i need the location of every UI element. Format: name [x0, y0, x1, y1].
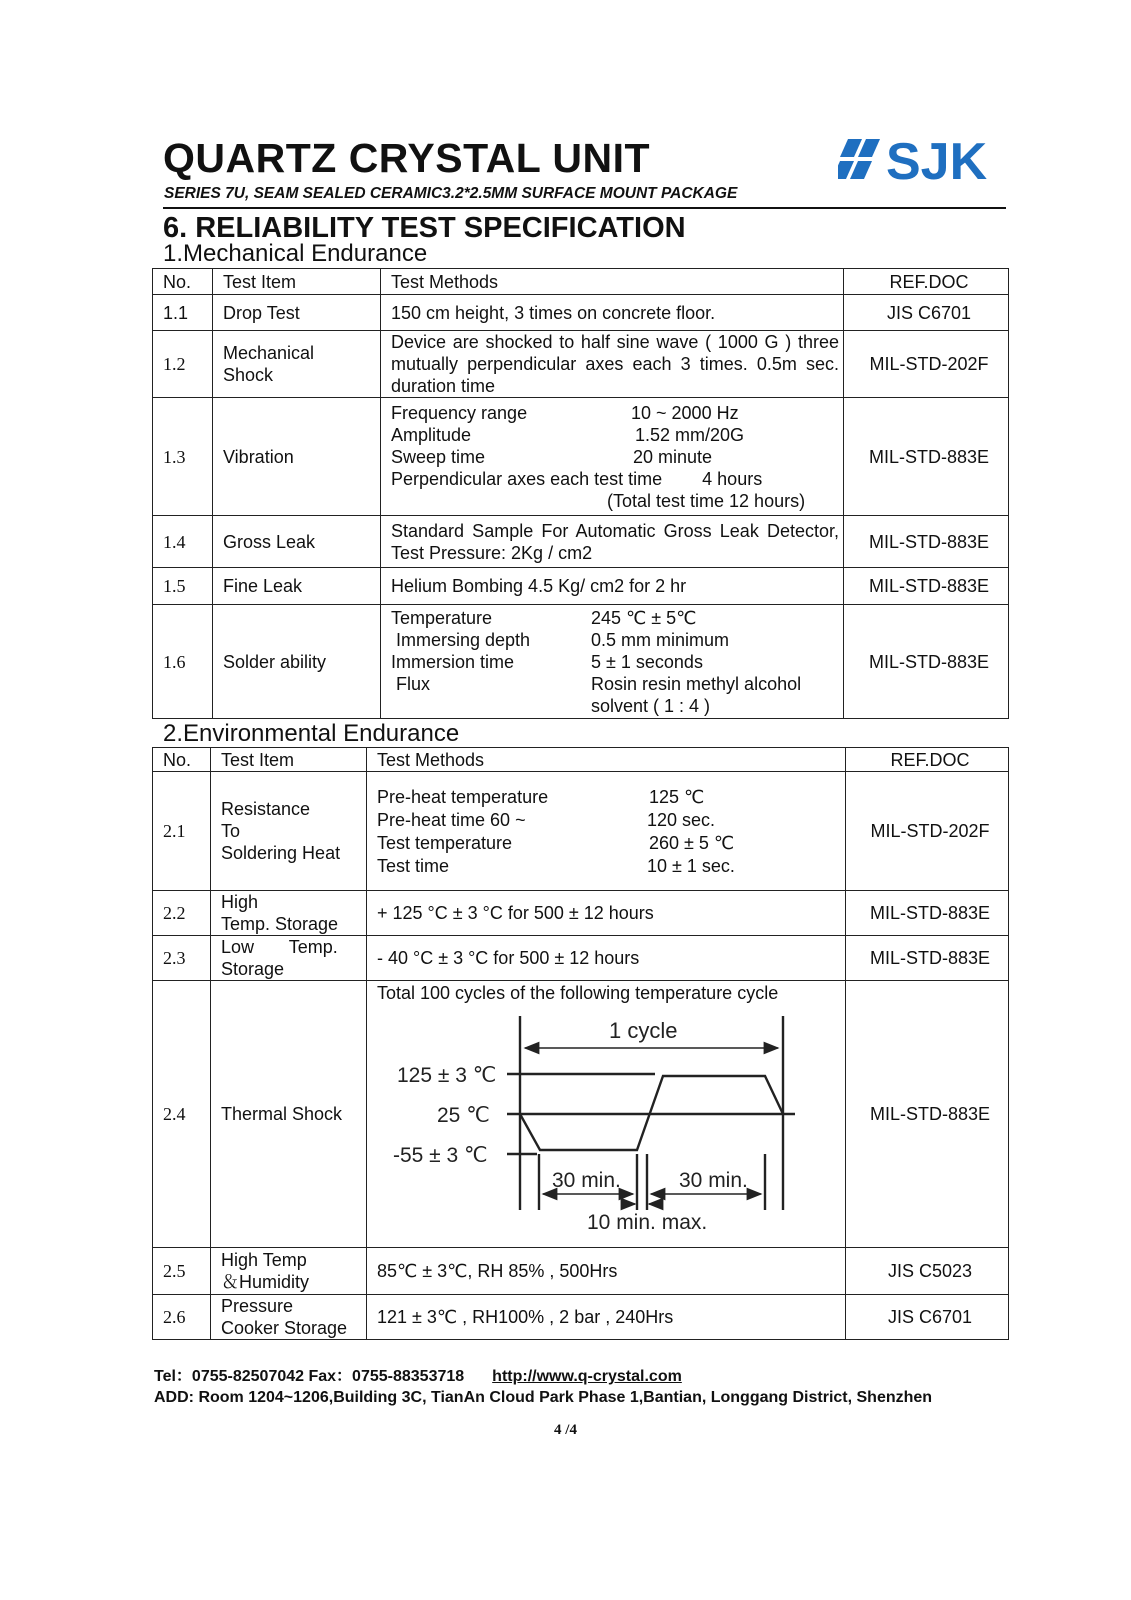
footer-website-link[interactable]: http://www.q-crystal.com: [492, 1368, 682, 1385]
row-ref: MIL-STD-883E: [844, 398, 1009, 516]
row-no: 2.4: [153, 981, 211, 1248]
transfer-label: 10 min. max.: [587, 1211, 708, 1234]
table-row: [153, 1248, 1009, 1295]
row-item: Solder ability: [213, 605, 381, 719]
footer-address: ADD: Room 1204~1206,Building 3C, TianAn Cloud Park Phase 1,Bantian, Longgang District, Shenzhen: [154, 1389, 933, 1406]
row-no: 1.4: [153, 516, 213, 568]
mechanical-table: [152, 268, 1009, 719]
row-method: Total 100 cycles of the following temperature cycle 1 cycle 125 ± 3 ℃ 25 ℃ -55 ± 3 ℃ 30 min. 30 min. 10 min. max.: [367, 981, 846, 1248]
row-no: 1.6: [153, 605, 213, 719]
table-row: [153, 568, 1009, 605]
row-ref: MIL-STD-883E: [844, 605, 1009, 719]
level-high-label: 125 ± 3 ℃: [397, 1064, 497, 1087]
row-item: Pressure Cooker Storage: [211, 1295, 367, 1340]
table-row: [153, 1295, 1009, 1340]
row-ref: MIL-STD-202F: [846, 772, 1009, 891]
row-no: 1.5: [153, 568, 213, 605]
page-number: 4 /4: [554, 1422, 577, 1438]
table-row: [153, 331, 1009, 398]
table-row: [153, 605, 1009, 719]
document-title: QUARTZ CRYSTAL UNIT: [163, 135, 651, 181]
header-ref: REF.DOC: [844, 269, 1009, 295]
row-item: Low Temp. Storage: [211, 936, 367, 981]
logo-mark-icon: [838, 139, 880, 179]
table-row: [153, 772, 1009, 891]
row-item: Drop Test: [213, 295, 381, 331]
row-method: Temperature 245 ℃ ± 5℃ Immersing depth 0.5 mm minimum Immersion time 5 ± 1 seconds Flux Rosin resin methyl alcohol solvent ( 1 : 4 ): [381, 605, 844, 719]
row-item: Mechanical Shock: [213, 331, 381, 398]
dwell-high-label: 30 min.: [679, 1169, 748, 1192]
row-ref: MIL-STD-883E: [844, 568, 1009, 605]
row-method: Pre-heat temperature 125 ℃ Pre-heat time 60 ~ 120 sec. Test temperature 260 ± 5 ℃ Test time 10 ± 1 sec.: [367, 772, 846, 891]
header-item: Test Item: [211, 748, 367, 772]
row-item: Thermal Shock: [211, 981, 367, 1248]
footer-phone-fax: Tel：0755-82507042 Fax：0755-88353718: [154, 1368, 465, 1385]
row-method: + 125 °C ± 3 °C for 500 ± 12 hours: [367, 891, 846, 936]
row-ref: MIL-STD-202F: [844, 331, 1009, 398]
row-no: 2.6: [153, 1295, 211, 1340]
table-header-row: [153, 269, 1009, 295]
header-no: No.: [153, 269, 213, 295]
row-no: 1.3: [153, 398, 213, 516]
thermal-cycle-diagram: [377, 1004, 837, 1242]
section-title: 6. RELIABILITY TEST SPECIFICATION: [163, 212, 686, 244]
header-methods: Test Methods: [367, 748, 846, 772]
header-methods: Test Methods: [381, 269, 844, 295]
row-method: 121 ± 3℃ , RH100% , 2 bar , 240Hrs: [367, 1295, 846, 1340]
mechanical-title: 1.Mechanical Endurance: [163, 240, 428, 267]
table-row: [153, 936, 1009, 981]
table-row: [153, 891, 1009, 936]
row-no: 2.5: [153, 1248, 211, 1295]
header-item: Test Item: [213, 269, 381, 295]
row-no: 2.3: [153, 936, 211, 981]
row-no: 2.1: [153, 772, 211, 891]
row-item: High Temp. Storage: [211, 891, 367, 936]
row-ref: MIL-STD-883E: [846, 981, 1009, 1248]
row-method: Frequency range 10 ~ 2000 Hz Amplitude 1.52 mm/20G Sweep time 20 minute Perpendicular axes each test time 4 hours (Total test time 12 hours): [381, 398, 844, 516]
series-subtitle: SERIES 7U, SEAM SEALED CERAMIC3.2*2.5MM SURFACE MOUNT PACKAGE: [164, 185, 738, 202]
row-method: Device are shocked to half sine wave ( 1000 G ) three mutually perpendicular axes each 3 times. 0.5m sec. duration time: [381, 331, 844, 398]
row-no: 2.2: [153, 891, 211, 936]
level-low-label: -55 ± 3 ℃: [393, 1144, 488, 1167]
row-ref: MIL-STD-883E: [846, 936, 1009, 981]
row-method: 85℃ ± 3℃, RH 85% , 500Hrs: [367, 1248, 846, 1295]
row-no: 1.2: [153, 331, 213, 398]
row-ref: MIL-STD-883E: [844, 516, 1009, 568]
row-item: Resistance To Soldering Heat: [211, 772, 367, 891]
cycle-label: 1 cycle: [609, 1018, 678, 1043]
row-ref: JIS C6701: [844, 295, 1009, 331]
environmental-title: 2.Environmental Endurance: [163, 720, 460, 747]
environmental-table: [152, 747, 1009, 1340]
level-ambient-label: 25 ℃: [437, 1104, 490, 1127]
row-ref: JIS C6701: [846, 1295, 1009, 1340]
table-header-row: [153, 748, 1009, 772]
dwell-low-label: 30 min.: [552, 1169, 621, 1192]
table-row: [153, 398, 1009, 516]
header-divider: [163, 207, 1006, 209]
header-ref: REF.DOC: [846, 748, 1009, 772]
row-item: Gross Leak: [213, 516, 381, 568]
table-row: [153, 981, 1009, 1248]
footer-contact: [154, 1367, 682, 1387]
row-method: - 40 °C ± 3 °C for 500 ± 12 hours: [367, 936, 846, 981]
sjk-logo: [838, 135, 1034, 183]
row-no: 1.1: [153, 295, 213, 331]
header-no: No.: [153, 748, 211, 772]
table-row: [153, 516, 1009, 568]
row-item: High Temp ＆Humidity: [211, 1248, 367, 1295]
row-ref: MIL-STD-883E: [846, 891, 1009, 936]
row-ref: JIS C5023: [846, 1248, 1009, 1295]
table-row: [153, 295, 1009, 331]
row-method: Helium Bombing 4.5 Kg/ cm2 for 2 hr: [381, 568, 844, 605]
logo-text: SJK: [886, 135, 988, 183]
row-method: Standard Sample For Automatic Gross Leak Detector, Test Pressure: 2Kg / cm2: [381, 516, 844, 568]
row-method: 150 cm height, 3 times on concrete floor.: [381, 295, 844, 331]
row-item: Vibration: [213, 398, 381, 516]
row-item: Fine Leak: [213, 568, 381, 605]
